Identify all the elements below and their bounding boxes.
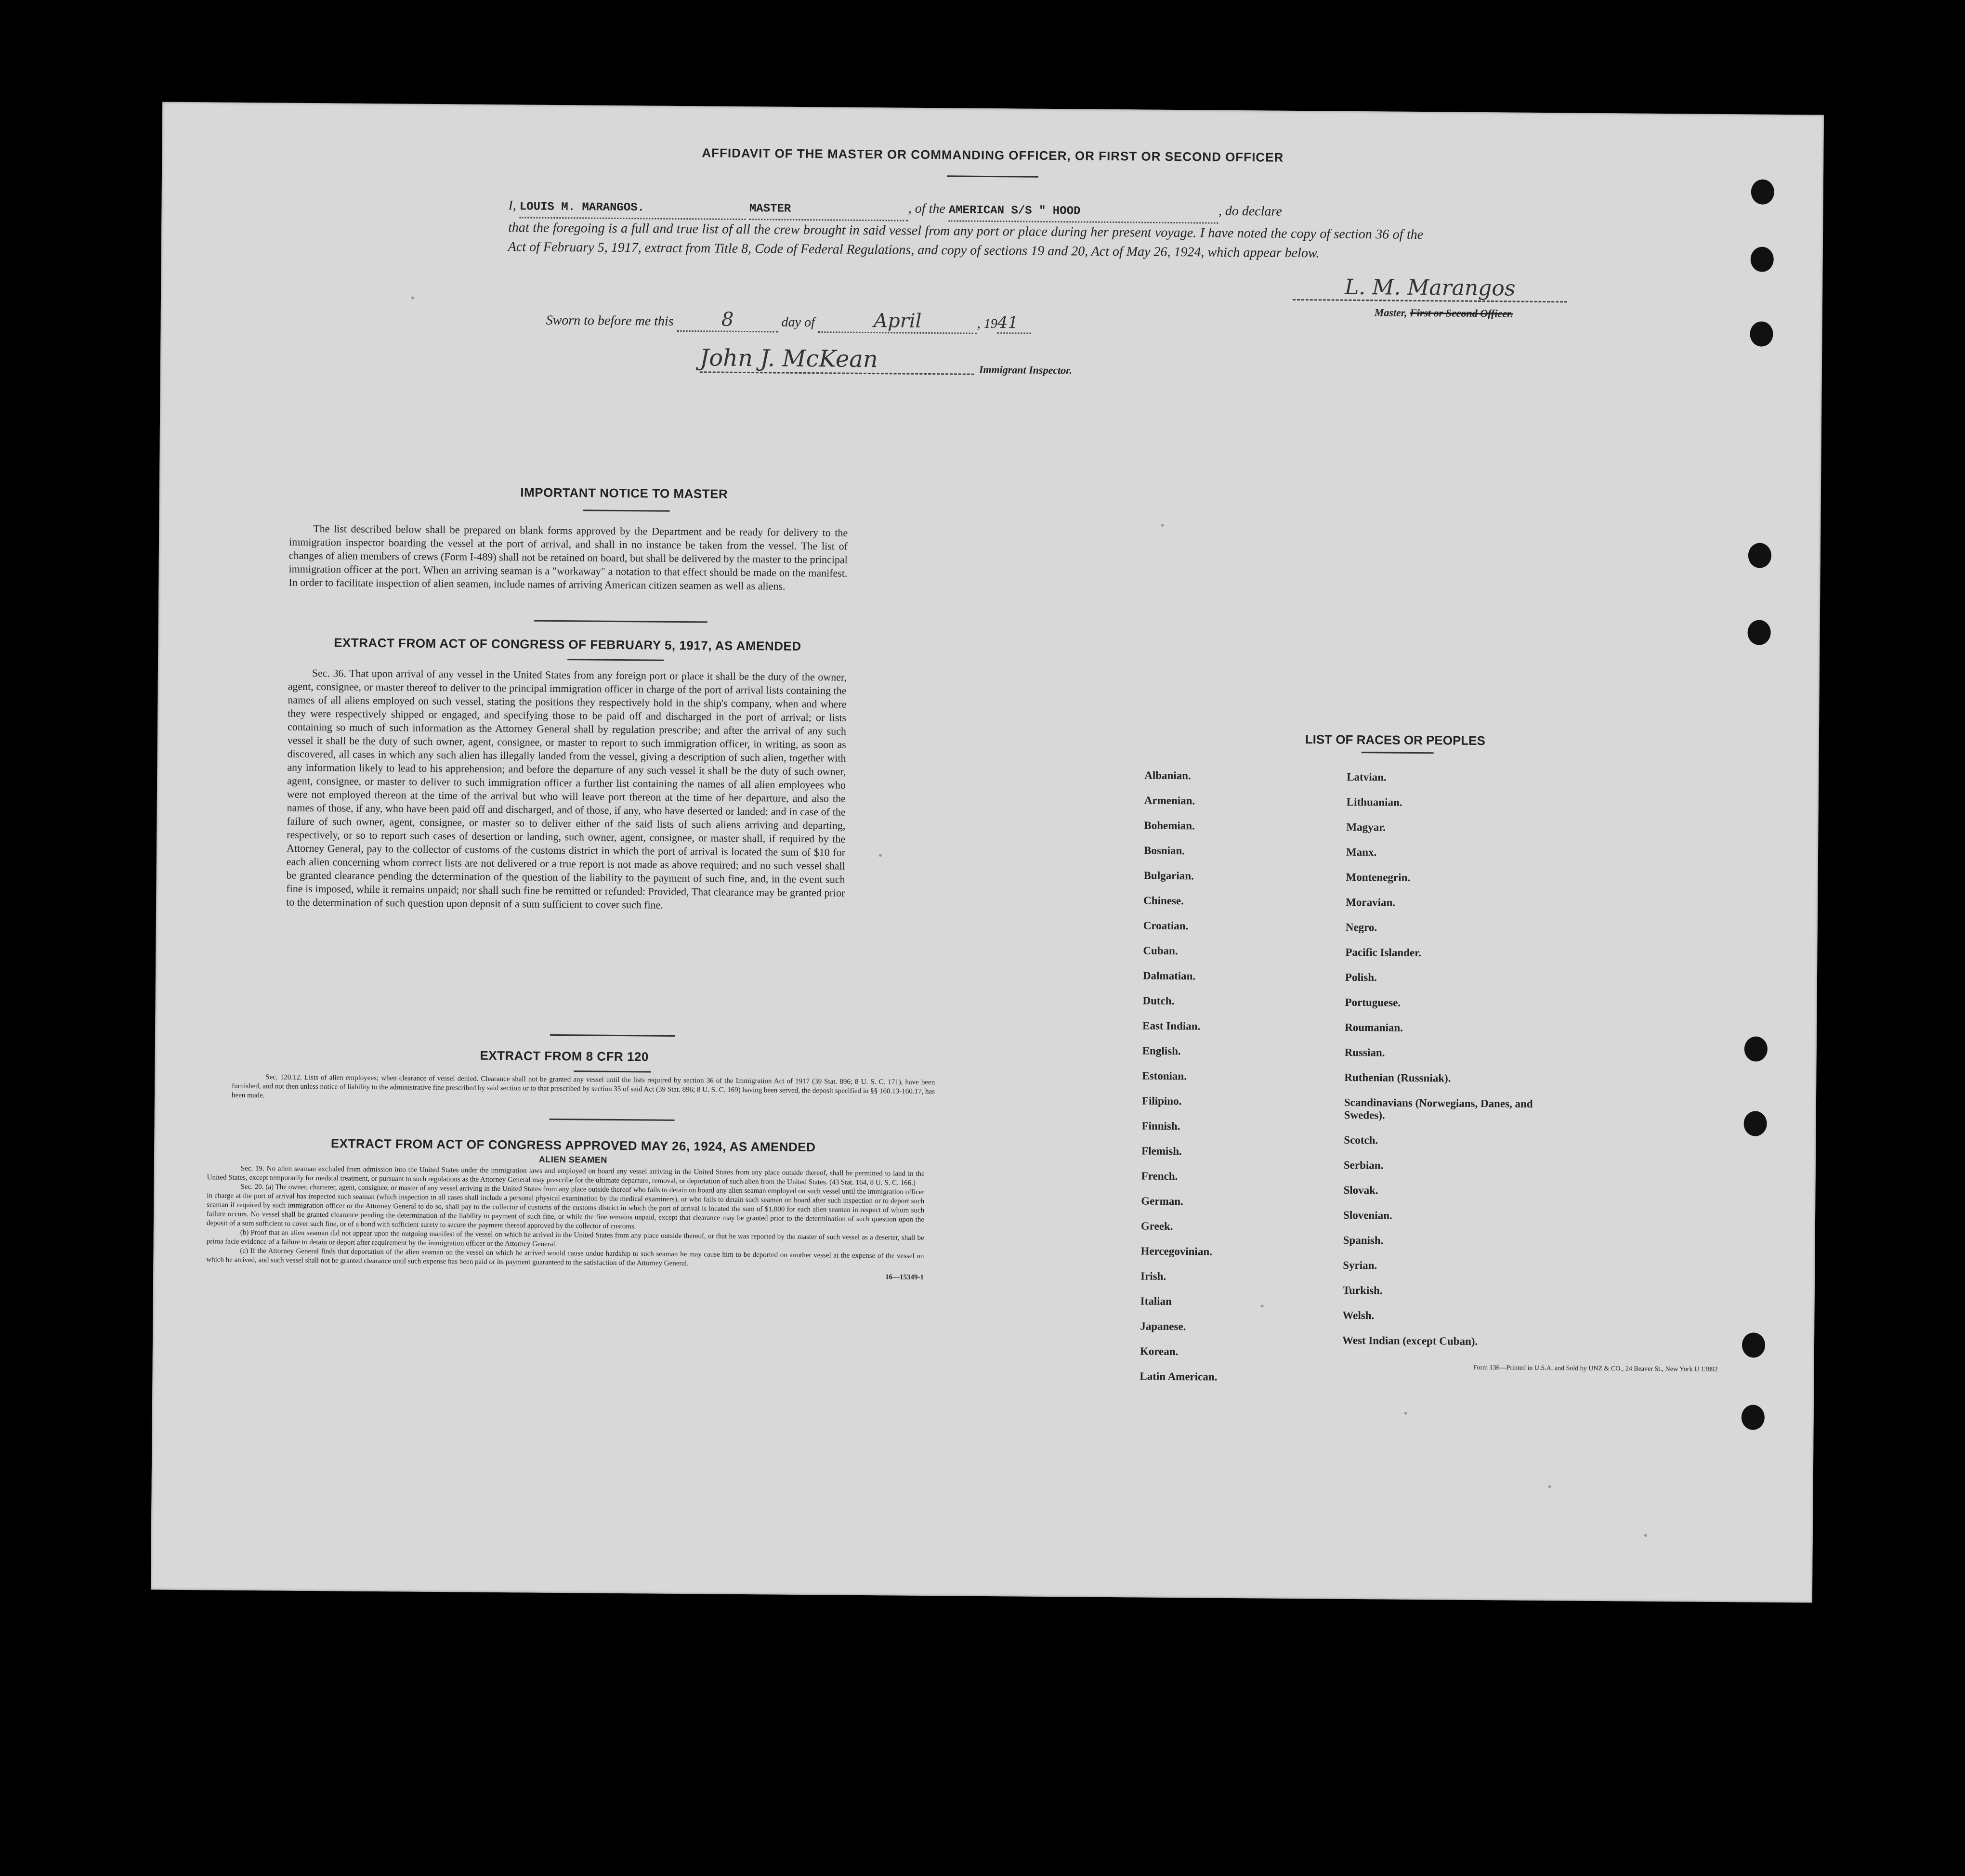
race-item: Bosnian.: [1143, 844, 1185, 857]
dust-speck: [1161, 524, 1164, 527]
master-name-field: LOUIS M. MARANGOS.: [520, 197, 746, 220]
race-item: Slovak.: [1343, 1184, 1378, 1197]
race-item: Italian: [1140, 1295, 1172, 1308]
race-item: Latvian.: [1347, 770, 1387, 783]
extract-1924-title: EXTRACT FROM ACT OF CONGRESS APPROVED MAY 26, 1924, AS AMENDED: [330, 1136, 816, 1155]
races-left-column: [1140, 769, 1337, 1397]
master-title: [1375, 306, 1513, 320]
sec-19-text: Sec. 19. No alien seaman excluded from admission into the United States under the immigration laws and employed on board any vessel arriving in the United States from any place outside thereof, shall be permitted to land in the United States, except temporarily for medical treatment, or pursuant to such regulations as the Attorney General may prescribe for the ultimate departure, removal, or deportation of such alien from the United States. (43 Stat. 164, 8 U. S. C. 166.): [207, 1164, 925, 1187]
race-item: Latin American.: [1140, 1370, 1218, 1383]
dust-speck: [1404, 1412, 1407, 1415]
inspector-signature-line: [700, 344, 974, 375]
binder-hole: [1751, 179, 1774, 204]
race-item: Welsh.: [1342, 1309, 1375, 1322]
dust-speck: [1261, 1304, 1264, 1307]
race-item: Ruthenian (Russniak).: [1344, 1071, 1451, 1084]
notice-bottom-rule: [534, 620, 707, 623]
sec-20c-text: (c) If the Attorney General finds that deportation of the alien seaman on the vessel on which he arrived would cause undue hardship to such seaman he may cause him to be deported on another vessel at the expense of the vessel on which he arrived, and such vessel shall not be granted clearance until such expense has been paid or its payment guaranteed to the satisfaction of the Attorney General.: [206, 1247, 924, 1268]
binder-hole: [1747, 620, 1770, 645]
race-item: Irish.: [1140, 1270, 1166, 1282]
alien-seamen-subtitle: ALIEN SEAMEN: [538, 1154, 608, 1165]
race-item: Bohemian.: [1144, 819, 1195, 832]
race-item: Moravian.: [1346, 896, 1396, 909]
cfr-bottom-rule: [550, 1119, 675, 1121]
dust-speck: [879, 854, 882, 857]
race-item: French.: [1141, 1170, 1178, 1183]
race-item: Serbian.: [1343, 1159, 1384, 1172]
race-item: Korean.: [1140, 1345, 1179, 1358]
cfr-title: EXTRACT FROM 8 CFR 120: [480, 1048, 649, 1064]
sworn-year: 41: [997, 313, 1031, 334]
race-item: Dutch.: [1142, 994, 1175, 1007]
inspector-label: Immigrant Inspector.: [979, 363, 1073, 377]
master-label: Master,: [1374, 306, 1407, 319]
race-item: Estonian.: [1142, 1069, 1187, 1082]
race-item: Scotch.: [1344, 1133, 1378, 1146]
sec-20b-text: (b) Proof that an alien seaman did not appear upon the outgoing manifest of the vessel on which he arrived in the United States from any place outside thereof, or that he was reported by the master of such vessel as a deserter, shall be prima facie evidence of a failure to detain or deport after requirement by the immigration officer or the Attorney General.: [206, 1228, 924, 1249]
cfr-rule: [574, 1070, 651, 1072]
race-item: Roumanian.: [1345, 1021, 1403, 1034]
race-item: Montenegrin.: [1346, 871, 1411, 884]
races-rule: [1362, 752, 1434, 754]
race-item: Pacific Islander.: [1345, 946, 1422, 959]
race-item: Slovenian.: [1343, 1209, 1392, 1222]
notice-rule: [583, 509, 670, 511]
race-item: West Indian (except Cuban).: [1342, 1334, 1478, 1348]
race-item: Polish.: [1345, 971, 1377, 984]
day-of-label: day of: [781, 314, 815, 330]
binder-hole: [1750, 321, 1773, 346]
binder-hole: [1743, 1111, 1767, 1136]
do-declare-label: , do declare: [1218, 203, 1282, 219]
binder-hole: [1742, 1405, 1765, 1430]
races-title: LIST OF RACES OR PEOPLES: [1305, 732, 1486, 748]
sec-20a-text: Sec. 20. (a) The owner, charterer, agent, consignee, or master of any vessel arriving in the United States from any place outside thereof who fails to detain on board any alien seaman employed on such vessel until the immigration officer in charge at the port of arrival has inspected such seaman (which inspection in all cases shall include a personal physical examination by the medical examiners), or who fails to detain such seaman on board after such inspection or to deport such seaman if required by such immigration officer or the Attorney General to do so, shall pay to the collector of customs of the customs district in which the port of arrival is located the sum of $1,000 for each alien seaman in respect of whom such failure occurs. No vessel shall be granted clearance pending the determination of the liability to payment of such fine, or while the fine remains unpaid, except that clearance may be granted prior to the determination of such question upon the deposit of a sum sufficient to cover such fine, or of a bond with sufficient surety to secure the payment thereof approved by the collector of customs.: [206, 1183, 925, 1231]
races-right-column: [1342, 771, 1549, 1361]
cfr-text: Sec. 120.12. Lists of alien employees; when clearance of vessel denied. Clearance shall not be granted any vessel until the lists required by section 36 of the Immigration Act of 1917 (39 Stat. 896; 8 U. S. C. 171), have been furnished, and not then unless notice of liability to the administrative fine prescribed by said section or to that prescribed by section 35 of said Act (39 Stat. 896; 8 U. S. C. 169) having been served, the deposit specified in §§ 160.13-160.17, has been made.: [231, 1073, 935, 1100]
race-item: Greek.: [1140, 1220, 1173, 1233]
race-item: Armenian.: [1144, 794, 1195, 807]
race-item: Syrian.: [1343, 1259, 1377, 1272]
race-item: Flemish.: [1141, 1145, 1182, 1158]
race-item: Bulgarian.: [1143, 869, 1194, 882]
declaration-block: [508, 196, 1424, 264]
race-item: Portuguese.: [1345, 996, 1401, 1009]
race-item: German.: [1141, 1195, 1183, 1208]
printer-footer: Form 136—Printed in U.S.A. and Sold by UNZ & CO., 24 Beaver St., New York U 13892: [1473, 1364, 1718, 1373]
extract-1917-bottom-rule: [550, 1034, 675, 1037]
race-item: Russian.: [1344, 1046, 1385, 1059]
of-the-label: , of the: [908, 201, 945, 217]
race-item: Scandinavians (Norwegians, Danes, and Swedes).: [1344, 1096, 1533, 1121]
race-item: Lithuanian.: [1346, 795, 1402, 808]
sworn-month: April: [818, 309, 977, 334]
binder-hole: [1748, 543, 1771, 568]
race-item: Spanish.: [1343, 1234, 1384, 1247]
inspector-signature: John J. McKean: [699, 344, 878, 373]
affidavit-title: AFFIDAVIT OF THE MASTER OR COMMANDING OFFICER, OR FIRST OR SECOND OFFICER: [702, 145, 1284, 165]
notice-text: The list described below shall be prepared on blank forms approved by the Department and be ready for delivery to the immigration inspector boarding the vessel at the port of arrival, and shall in no instance be taken from the vessel. The list of changes of alien members of crews (Form I-489) shall not be retained on board, but shall be delivered by the master to the principal immigration officer at the port. When an arriving seaman is a "workaway" a notation to that effect should be made on the manifest. In order to facilitate inspection of alien seamen, include names of arriving American citizen seamen as well as aliens.: [288, 522, 848, 592]
race-item: English.: [1142, 1044, 1181, 1057]
extract-1924-body: [206, 1164, 925, 1282]
race-item: Finnish.: [1141, 1120, 1180, 1133]
vessel-field: AMERICAN S/S " HOOD: [949, 201, 1218, 223]
race-item: Cuban.: [1143, 944, 1178, 957]
race-item: East Indian.: [1142, 1019, 1201, 1032]
race-item: Turkish.: [1342, 1284, 1383, 1297]
sworn-prefix: Sworn to before me this: [546, 313, 674, 329]
race-item: Croatian.: [1143, 919, 1189, 932]
binder-hole: [1751, 247, 1774, 272]
race-item: Filipino.: [1141, 1094, 1182, 1107]
race-item: Albanian.: [1144, 769, 1191, 782]
race-item: Chinese.: [1143, 894, 1184, 907]
affidavit-page: [151, 102, 1824, 1602]
race-item: Hercegovinian.: [1140, 1245, 1213, 1258]
binder-hole: [1744, 1036, 1768, 1061]
race-item: Manx.: [1346, 846, 1377, 859]
race-item: Dalmatian.: [1142, 969, 1196, 982]
dust-speck: [1548, 1485, 1551, 1488]
race-item: Negro.: [1345, 921, 1377, 934]
sworn-line: [546, 307, 1031, 335]
title-rule: [947, 175, 1038, 177]
extract-1917-rule: [567, 659, 664, 661]
extract-1917-title: EXTRACT FROM ACT OF CONGRESS OF FEBRUARY 5, 1917, AS AMENDED: [334, 635, 801, 653]
master-signature-line: [1293, 274, 1567, 302]
race-item: Magyar.: [1346, 821, 1386, 834]
declaration-body: that the foregoing is a full and true list of all the crew brought in said vessel from any port or place during her present voyage. I have noted the copy of section 36 of the Act of February 5, 1917, extract from Title 8, Code of Federal Regulations, and copy of sections 19 and 20, Act of May 26, 1924, which appear below.: [508, 220, 1424, 261]
sworn-day: 8: [677, 308, 778, 333]
rank-field: MASTER: [749, 199, 908, 221]
declaration-prefix: I,: [508, 198, 516, 213]
dust-speck: [411, 297, 414, 300]
binder-hole: [1742, 1332, 1765, 1357]
race-item: Japanese.: [1140, 1320, 1186, 1333]
dust-speck: [1644, 1534, 1647, 1537]
master-signature: L. M. Marangos: [1344, 274, 1516, 301]
notice-title: IMPORTANT NOTICE TO MASTER: [520, 485, 728, 501]
struck-officer-label: First or Second Officer.: [1410, 306, 1513, 320]
extract-1917-text: Sec. 36. That upon arrival of any vessel in the United States from any foreign port or place it shall be the duty of the owner, agent, consignee, or master thereof to deliver to the principal immigration officer in charge of the port of arrival lists containing the names of all aliens employed on such vessel, stating the positions they respectively hold in the ship's company, when and where they were respectively shipped or engaged, and specifying those to be paid off and discharged in the port of arrival; or lists containing so much of such information as the Attorney General shall by regulation prescribe; and after the arrival of any such vessel it shall be the duty of such owner, agent, consignee, or master to report to such immigration officer, in writing, as soon as discovered, all cases in which any such alien has illegally landed from the vessel, giving a description of such alien, together with any information likely to lead to his apprehension; and before the departure of any such vessel it shall be the duty of such owner, agent, consignee, or master to deliver to such immigration officer a further list containing the names of all alien employees who were not employed thereon at the time of the arrival but who will leave port thereon at the time of her departure, and also the names of those, if any, who have been paid off and discharged, and of those, if any, who have deserted or landed; and in case of the failure of such owner, agent, consignee, or master so to deliver either of the said lists of such aliens arriving and departing, respectively, or so to report such cases of desertion or landing, such owner, agent, consignee, or master shall, if required by the Attorney General, pay to the collector of customs of the customs district in which the port of arrival is located the sum of $10 for each alien concerning whom correct lists are not delivered or a true report is not made as above required; and no such vessel shall be granted clearance pending the determination of the question of the liability to the payment of such fine, and, in the event such fine is imposed, while it remains unpaid; nor shall such fine be remitted or refunded: Provided, That clearance may be granted prior to the determination of such question upon deposit of a sum sufficient to cover such fine.: [286, 666, 847, 911]
form-code: 16—15349-1: [885, 1273, 924, 1281]
year-prefix: , 19: [977, 316, 997, 332]
